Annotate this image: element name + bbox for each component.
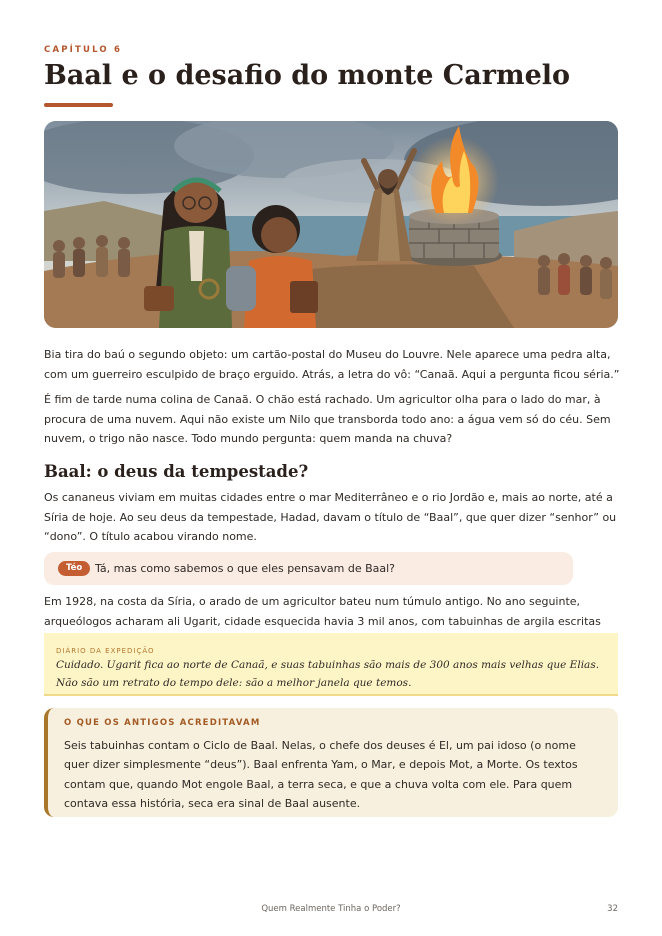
illustration-prophet-altar-fire-icon [44, 121, 618, 328]
belief-label: O QUE OS ANTIGOS ACREDITAVAM [64, 718, 261, 728]
footer-book-title: Quem Realmente Tinha o Poder? [261, 904, 401, 914]
dialogue-bubble [44, 552, 573, 585]
ugarit-paragraph: Em 1928, na costa da Síria, o arado de um agricultor bateu num túmulo antigo. No ano seguinte, arqueólogos acharam ali Ugarit, cidade esquecida havia 3 mil anos, com tabuinhas de argila escritas [44, 595, 601, 628]
diary-text: Cuidado. Ugarit fica ao norte de Canaã, e suas tabuinhas são mais de 300 anos mais velhas que Elias. Não são um retrato do tempo dele: são a melhor janela que temos. [56, 659, 600, 689]
diary-label: DIÁRIO DA EXPEDIÇÃO [56, 647, 155, 655]
belief-text: Seis tabuinhas contam o Ciclo de Baal. Nelas, o chefe dos deuses é El, um pai idoso (o nome quer dizer simplesmente “deus”). Baal enfrenta Yam, o Mar, e depois Mot, a Morte. Os textos contam que, quando Mot engole Baal, a terra seca, e que a chuva volta com ele. Para quem contava essa história, seca era sinal de Baal ausente. [64, 739, 578, 810]
expedition-diary-note [44, 633, 618, 696]
intro-paragraph: Bia tira do baú o segundo objeto: um cartão-postal do Museu do Louvre. Nele aparece uma pedra alta, com um guerreiro esculpido de braço erguido. Atrás, a letra do vô: “Canaã. Aqui a pergunta ficou séria.” [44, 348, 620, 381]
section-title: Baal: o deus da tempestade? [44, 462, 309, 481]
hero-illustration [44, 121, 618, 328]
dialogue-line: Tá, mas como sabemos o que eles pensavam de Baal? [95, 562, 396, 575]
chapter-eyebrow: CAPÍTULO 6 [44, 45, 123, 55]
page-number: 32 [607, 904, 618, 914]
chapter-title: Baal e o desafio do monte Carmelo [44, 60, 571, 91]
title-underline [44, 103, 113, 107]
cananeus-paragraph: Os cananeus viviam em muitas cidades entre o mar Mediterrâneo e o rio Jordão e, mais ao norte, até a Síria de hoje. Ao seu deus da tempestade, Hadad, davam o título de “Baal”, que quer dizer “senhor” ou “dono”. O título acabou virando nome. [44, 491, 617, 543]
speaker-badge: Téo [58, 561, 90, 576]
ancient-beliefs-box [44, 708, 618, 817]
scene-paragraph: É fim de tarde numa colina de Canaã. O chão está rachado. Um agricultor olha para o lado do mar, à procura de uma nuvem. Aqui não existe um Nilo que transborda todo ano: a água vem só do céu. Sem nuvem, o trigo não nasce. Todo mundo pergunta: quem manda na chuva? [44, 393, 611, 445]
